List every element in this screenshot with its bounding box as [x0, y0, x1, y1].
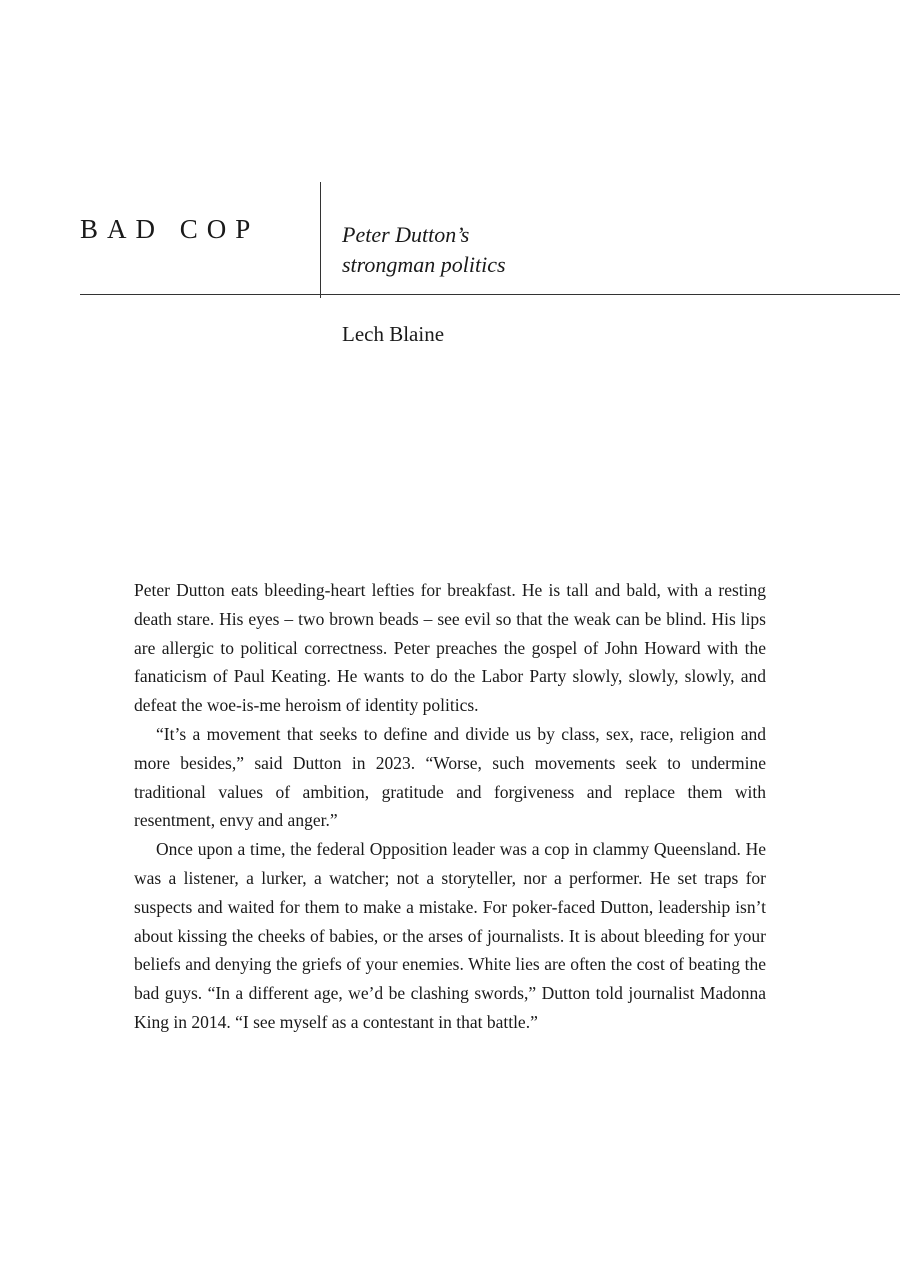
- subtitle-line-2: strongman politics: [342, 252, 506, 277]
- paragraph-3: Once upon a time, the federal Opposition leader was a cop in clammy Queensland. He was a listener, a lurker, a watcher; not a storyteller, nor a performer. He set traps for suspects and waited for them to make a mistake. For poker-faced Dutton, leadership isn’t about kissing the cheeks of babies, or the arses of journalists. It is about bleeding for your beliefs and denying the griefs of your enemies. White lies are often the cost of beating the bad guys. “In a different age, we’d be clashing swords,” Dutton told journalist Madonna King in 2014. “I see myself as a contestant in that battle.”: [134, 839, 766, 1032]
- chapter-title: BAD COP: [80, 214, 260, 244]
- horizontal-divider: [80, 294, 900, 295]
- chapter-subtitle: [342, 220, 506, 280]
- subtitle-line-1: Peter Dutton’s: [342, 222, 470, 247]
- body-text: [134, 576, 766, 1037]
- paragraph-1: Peter Dutton eats bleeding-heart lefties for breakfast. He is tall and bald, with a resting death stare. His eyes – two brown beads – see evil so that the weak can be blind. His lips are allergic to political correctness. Peter preaches the gospel of John Howard with the fanaticism of Paul Keating. He wants to do the Labor Party slowly, slowly, slowly, and defeat the woe-is-me heroism of identity politics.: [134, 580, 766, 716]
- vertical-divider: [320, 182, 321, 298]
- author-name: Lech Blaine: [342, 322, 445, 346]
- paragraph-2: “It’s a movement that seeks to define and divide us by class, sex, race, religion and more besides,” said Dutton in 2023. “Worse, such movements seek to undermine traditional values of ambition, gratitude and forgiveness and replace them with resentment, envy and anger.”: [134, 723, 766, 831]
